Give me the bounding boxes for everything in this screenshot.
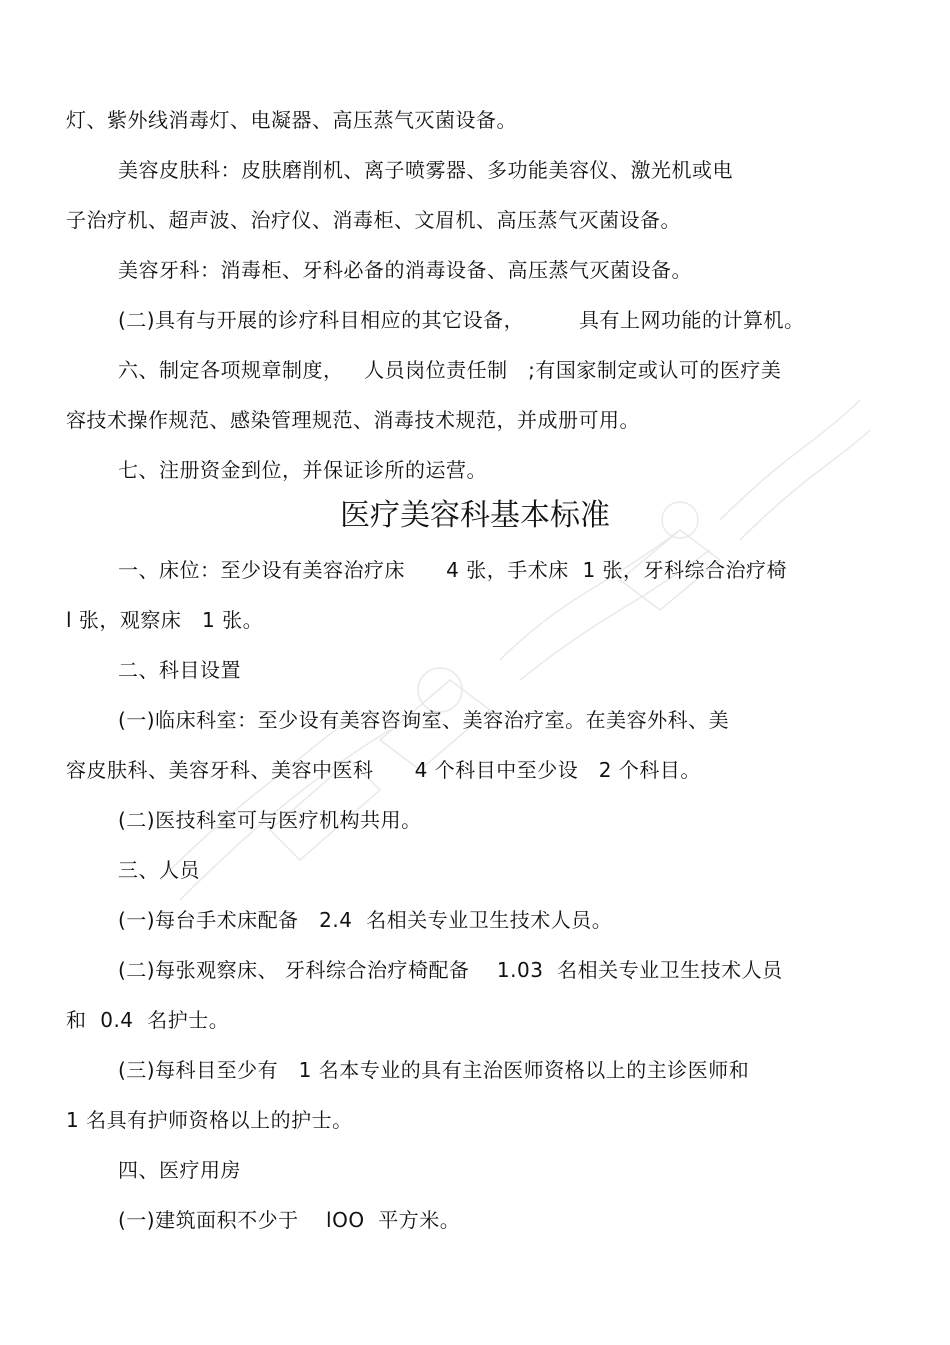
text-line-2: 美容皮肤科：皮肤磨削机、离子喷雾器、多功能美容仪、激光机或电 (118, 158, 733, 182)
text-line-22: (一)建筑面积不少于 lOO 平方米。 (118, 1208, 461, 1232)
text-line-11: 二、科目设置 (118, 658, 241, 682)
text-line-21: 四、医疗用房 (118, 1158, 241, 1182)
text-line-15: 三、人员 (118, 858, 200, 882)
text-line-18: 和 0.4 名护士。 (66, 1008, 230, 1032)
text-line-6: 六、制定各项规章制度， 人员岗位责任制 ;有国家制定或认可的医疗美 (118, 358, 782, 382)
text-line-20: 1 名具有护师资格以上的护士。 (66, 1108, 353, 1132)
text-line-19: (三)每科目至少有 1 名本专业的具有主治医师资格以上的主诊医师和 (118, 1058, 750, 1082)
text-line-8: 七、注册资金到位，并保证诊所的运营。 (118, 458, 487, 482)
text-line-5: (二)具有与开展的诊疗科目相应的其它设备， 具有上网功能的计算机。 (118, 308, 805, 332)
text-line-4: 美容牙科：消毒柜、牙科必备的消毒设备、高压蒸气灭菌设备。 (118, 258, 692, 282)
watermark-graphic (120, 360, 880, 920)
text-line-9: 一、床位：至少设有美容治疗床 4 张，手术床 1 张，牙科综合治疗椅 (118, 558, 788, 582)
text-line-13: 容皮肤科、美容牙科、美容中医科 4 个科目中至少设 2 个科目。 (66, 758, 701, 782)
text-line-12: (一)临床科室：至少设有美容咨询室、美容治疗室。在美容外科、美 (118, 708, 730, 732)
section-heading: 医疗美容科基本标准 (340, 498, 610, 533)
text-line-17: (二)每张观察床、 牙科综合治疗椅配备 1.03 名相关专业卫生技术人员 (118, 958, 783, 982)
text-line-16: (一)每台手术床配备 2.4 名相关专业卫生技术人员。 (118, 908, 613, 932)
text-line-10: l 张，观察床 1 张。 (66, 608, 264, 632)
text-line-14: (二)医技科室可与医疗机构共用。 (118, 808, 422, 832)
text-line-1: 灯、紫外线消毒灯、电凝器、高压蒸气灭菌设备。 (66, 108, 517, 132)
text-line-3: 子治疗机、超声波、治疗仪、消毒柜、文眉机、高压蒸气灭菌设备。 (66, 208, 681, 232)
text-line-7: 容技术操作规范、感染管理规范、消毒技术规范，并成册可用。 (66, 408, 640, 432)
